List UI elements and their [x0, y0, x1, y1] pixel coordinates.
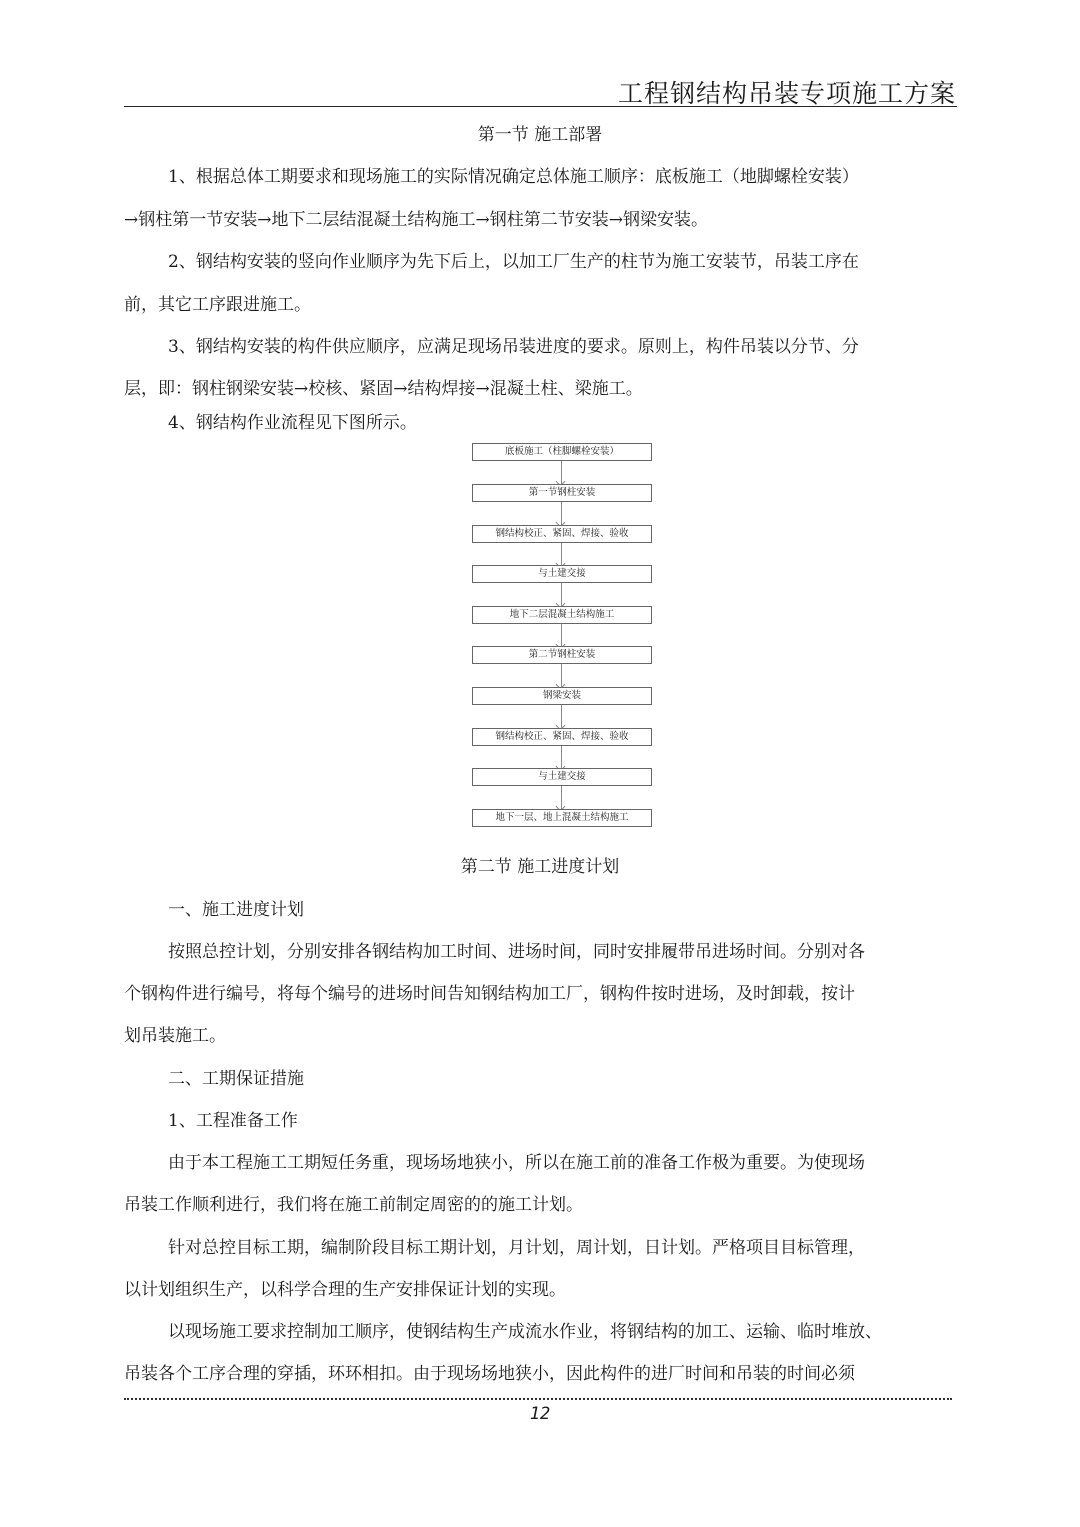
- arrow-down-icon: [561, 705, 562, 729]
- arrow-down-icon: [561, 664, 562, 688]
- flow-step: 地下一层、地上混凝土结构施工: [472, 809, 652, 827]
- arrow-down-icon: [561, 543, 562, 567]
- subheading: 1、工程准备工作: [168, 1111, 298, 1131]
- paragraph-line: 吊装工作顺利进行，我们将在施工前制定周密的的施工计划。: [124, 1195, 583, 1215]
- flow-step: 钢梁安装: [472, 687, 652, 705]
- flow-step: 第二节钢柱安装: [472, 646, 652, 664]
- section-2-title: 第二节 施工进度计划: [460, 857, 620, 877]
- paragraph-line: 4、钢结构作业流程见下图所示。: [168, 413, 417, 433]
- arrow-down-icon: [561, 583, 562, 607]
- flow-step: 与土建交接: [472, 565, 652, 583]
- arrow-down-icon: [561, 786, 562, 810]
- paragraph-line: 2、钢结构安装的竖向作业顺序为先下后上，以加工厂生产的柱节为施工安装节，吊装工序在: [168, 252, 859, 272]
- paragraph-line: 1、根据总体工期要求和现场施工的实际情况确定总体施工顺序：底板施工（地脚螺栓安装）: [168, 167, 859, 187]
- paragraph-line: 针对总控目标工期，编制阶段目标工期计划，月计划，周计划，日计划。严格项目目标管理，: [168, 1238, 865, 1258]
- header-divider: [124, 106, 957, 107]
- paragraph-line: 吊装各个工序合理的穿插，环环相扣。由于现场场地狭小，因此构件的进厂时间和吊装的时间必须: [124, 1364, 855, 1384]
- flow-step: 钢结构校正、紧固、焊接、验收: [472, 728, 652, 746]
- section-1-title: 第一节 施工部署: [477, 125, 603, 145]
- footer-divider: [124, 1398, 952, 1400]
- arrow-down-icon: [561, 624, 562, 648]
- paragraph-line: 划吊装施工。: [124, 1026, 226, 1046]
- paragraph-line: 3、钢结构安装的构件供应顺序，应满足现场吊装进度的要求。原则上，构件吊装以分节、分: [168, 337, 859, 357]
- flow-step: 地下二层混凝土结构施工: [472, 606, 652, 624]
- subheading: 一、施工进度计划: [168, 900, 304, 920]
- flow-step: 第一节钢柱安装: [472, 484, 652, 502]
- flow-step: 钢结构校正、紧固、焊接、验收: [472, 525, 652, 543]
- paragraph-line: 以现场施工要求控制加工顺序，使钢结构生产成流水作业，将钢结构的加工、运输、临时堆放、: [168, 1322, 882, 1342]
- arrow-down-icon: [561, 461, 562, 485]
- paragraph-line: 以计划组织生产，以科学合理的生产安排保证计划的实现。: [124, 1280, 566, 1300]
- page-number: 12: [529, 1404, 551, 1424]
- arrow-down-icon: [561, 502, 562, 526]
- paragraph-line: 前，其它工序跟进施工。: [124, 295, 311, 315]
- flow-step: 与土建交接: [472, 768, 652, 786]
- paragraph-line: 个钢构件进行编号，将每个编号的进场时间告知钢结构加工厂，钢构件按时进场，及时卸载，按计: [124, 984, 855, 1004]
- paragraph-line: 按照总控计划，分别安排各钢结构加工时间、进场时间，同时安排履带吊进场时间。分别对各: [168, 942, 865, 962]
- paragraph-line: 层，即：钢柱钢梁安装→校核、紧固→结构焊接→混凝土柱、梁施工。: [124, 379, 643, 399]
- document-title: 工程钢结构吊装专项施工方案: [617, 79, 956, 108]
- subheading: 二、工期保证措施: [168, 1069, 304, 1089]
- arrow-down-icon: [561, 746, 562, 770]
- paragraph-line: →钢柱第一节安装→地下二层结混凝土结构施工→钢柱第二节安装→钢梁安装。: [124, 210, 708, 230]
- flow-step: 底板施工（柱脚螺栓安装）: [472, 443, 652, 461]
- paragraph-line: 由于本工程施工工期短任务重，现场场地狭小，所以在施工前的准备工作极为重要。为使现场: [168, 1153, 865, 1173]
